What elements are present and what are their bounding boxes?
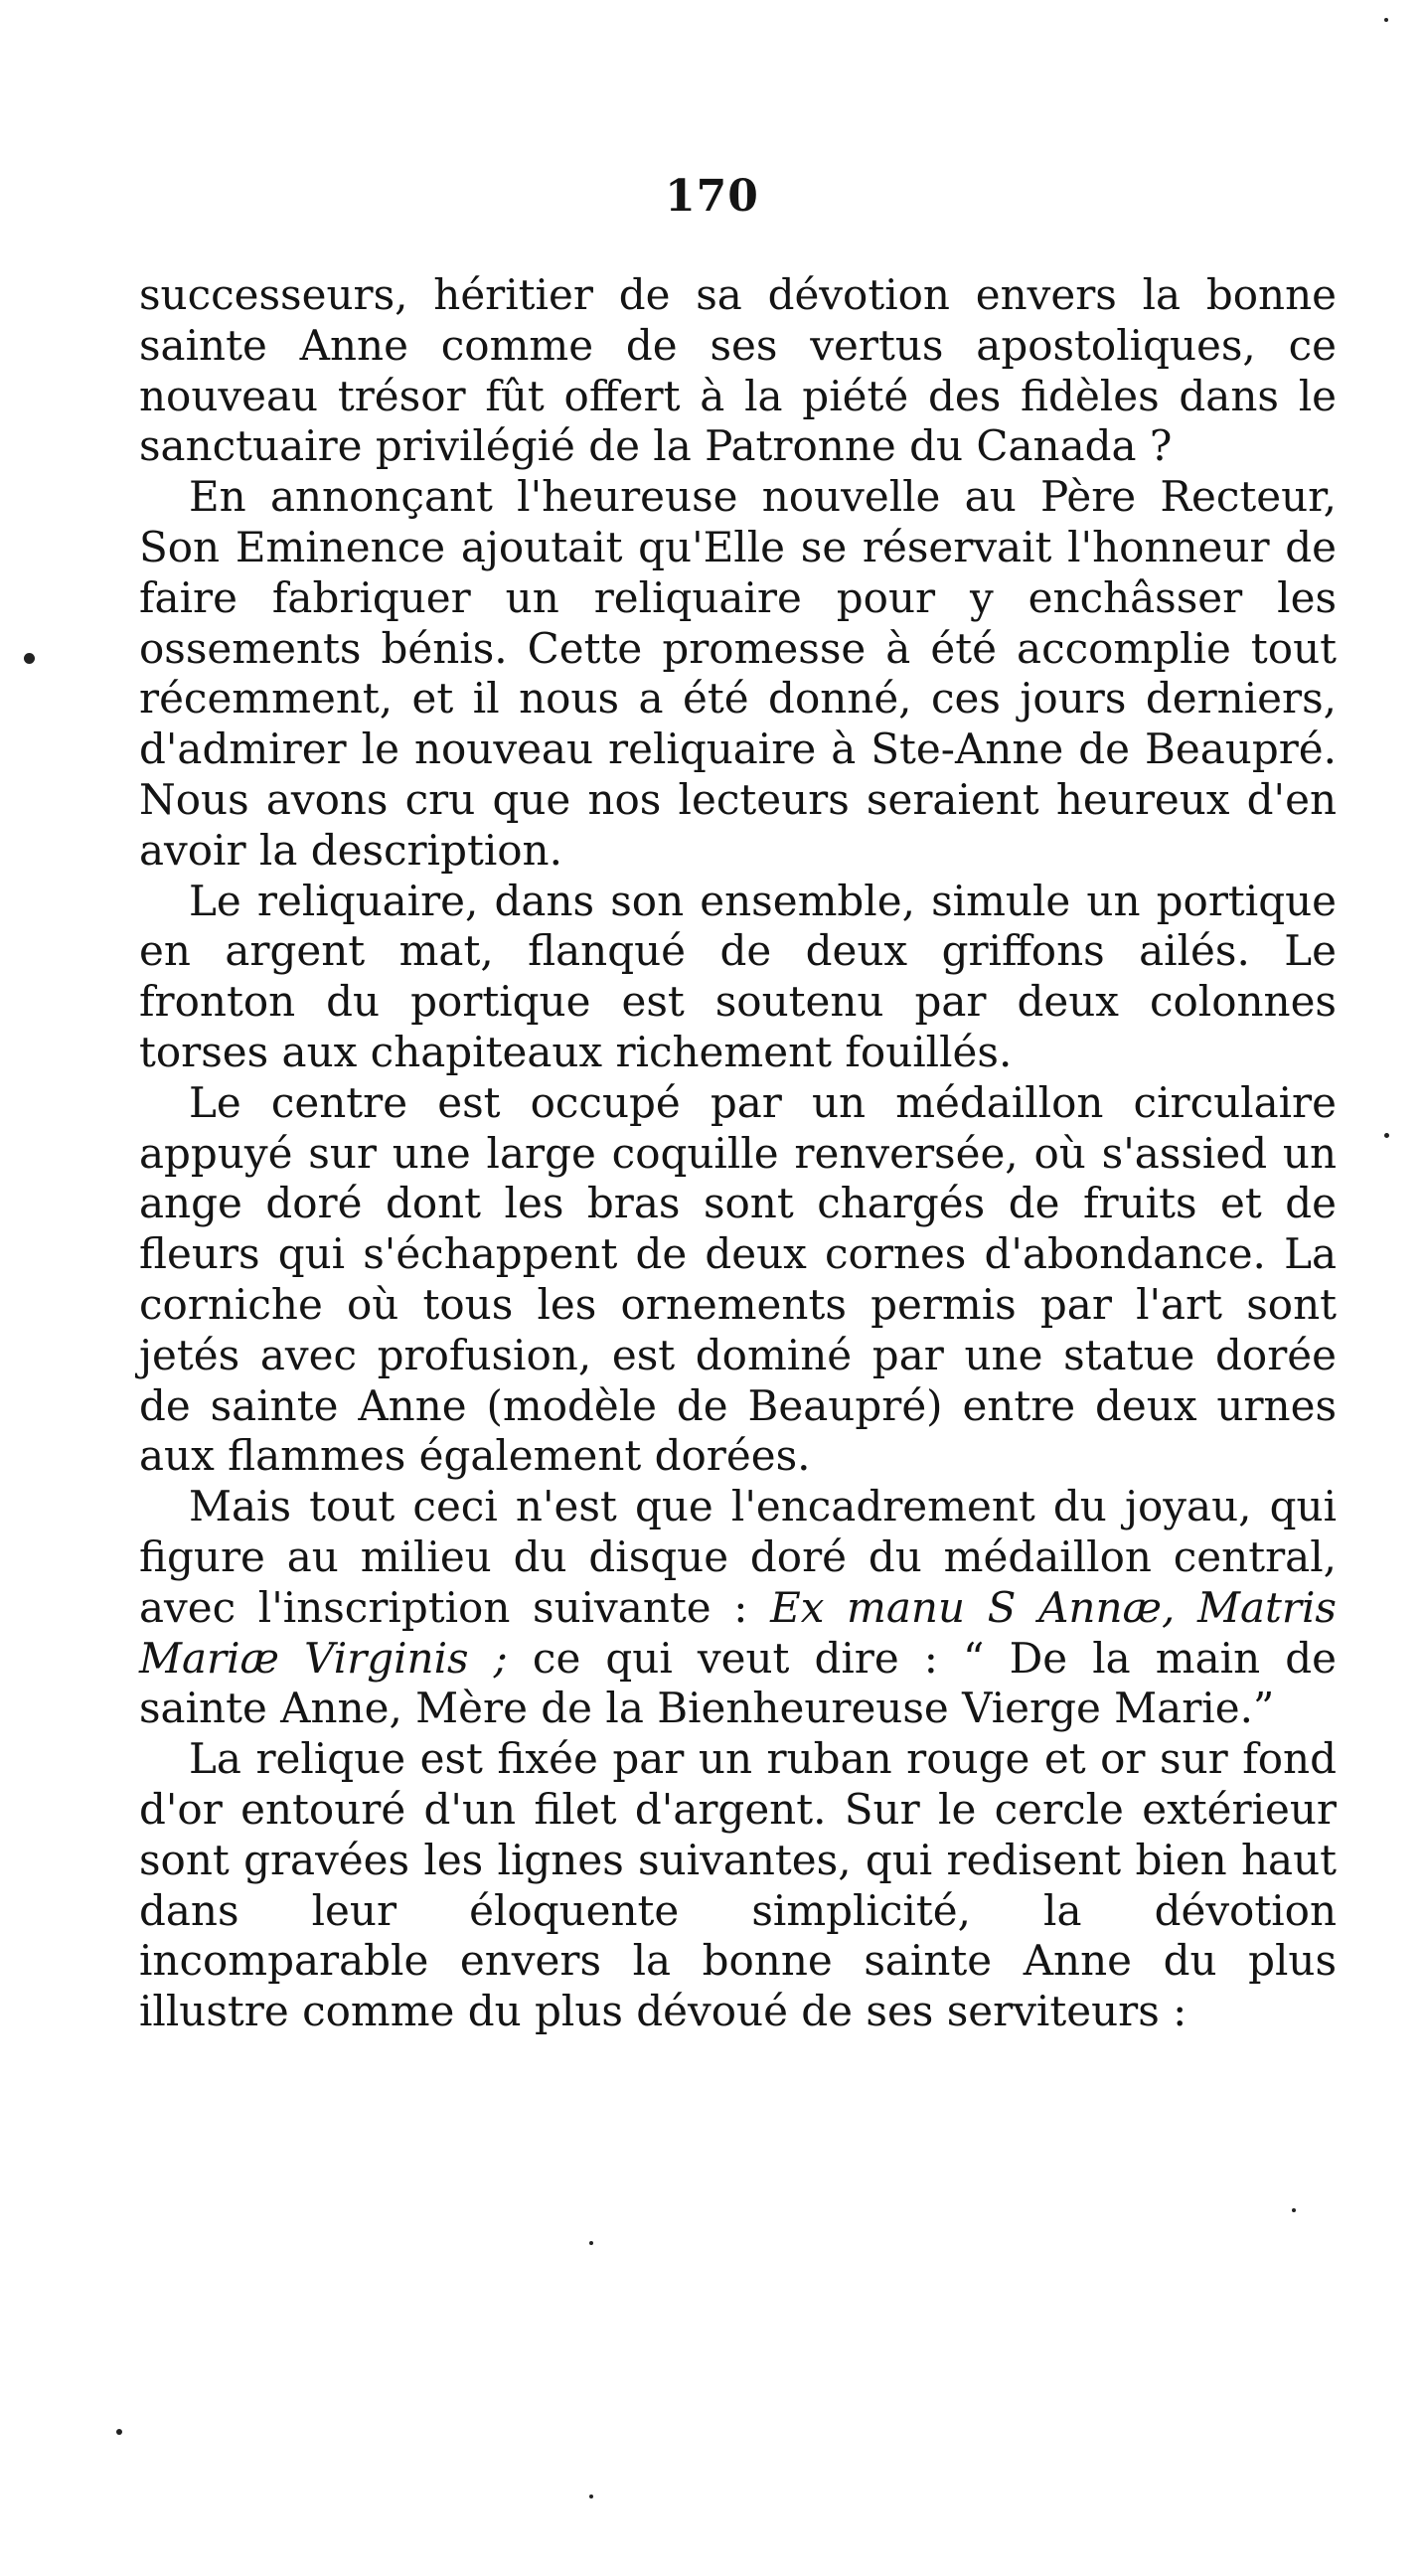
body-text [139, 270, 1337, 2037]
scan-speck [589, 2495, 593, 2498]
latin-inscription: Ex manu S Annæ, Matris Mariæ Virginis ; [139, 1582, 1337, 1683]
scan-speck [24, 653, 35, 664]
scan-speck [116, 2429, 122, 2435]
paragraph: Le centre est occupé par un médaillon circulaire appuyé sur une large coquille renversée, où s'assied un ange doré dont les bras sont chargés de fruits et de fleurs qui s'échappent de deux cornes d'abondance. La corniche où tous les ornements permis par l'art sont jetés avec profusion, est dominé par une statue dorée de sainte Anne (modèle de Beaupré) entre deux urnes aux flammes également dorées. [139, 1077, 1337, 1481]
scan-speck [1292, 2208, 1296, 2212]
paragraph-text: ce qui veut dire : “ De la main de sainte Anne, Mère de la Bienheureuse Vierge Marie.” [139, 1633, 1337, 1733]
paragraph: successeurs, héritier de sa dévotion envers la bonne sainte Anne comme de ses vertus apostoliques, ce nouveau trésor fût offert à la piété des fidèles dans le sanctuaire privilégié de la Patronne du Canada ? [139, 270, 1337, 471]
paragraph: La relique est fixée par un ruban rouge et or sur fond d'or entouré d'un filet d'argent. Sur le cercle extérieur sont gravées les lignes suivantes, qui redisent bien haut dans leur éloquente simplicité, la dévotion incomparable envers la bonne sainte Anne du plus illustre comme du plus dévoué de ses serviteurs : [139, 1734, 1337, 2036]
paragraph: Le reliquaire, dans son ensemble, simule un portique en argent mat, flanqué de deux griffons ailés. Le fronton du portique est soutenu par deux colonnes torses aux chapiteaux richement fouillés. [139, 876, 1337, 1076]
paragraph-inscription [139, 1482, 1337, 1734]
paragraph-text: Mais tout ceci n'est que l'encadrement du joyau, qui figure au milieu du disque doré du médaillon central, avec l'inscription suivante : [139, 1482, 1337, 1632]
scan-speck [589, 2241, 593, 2245]
paragraph: En annonçant l'heureuse nouvelle au Père Recteur, Son Eminence ajoutait qu'Elle se réservait l'honneur de faire fabriquer un reliquaire pour y enchâsser les ossements bénis. Cette promesse à été accomplie tout récemment, et il nous a été donné, ces jours derniers, d'admirer le nouveau reliquaire à Ste-Anne de Beaupré. Nous avons cru que nos lecteurs seraient heureux d'en avoir la description. [139, 472, 1337, 875]
scan-speck [1384, 18, 1388, 22]
page-number: 170 [665, 171, 759, 222]
scan-speck [1384, 1133, 1389, 1138]
